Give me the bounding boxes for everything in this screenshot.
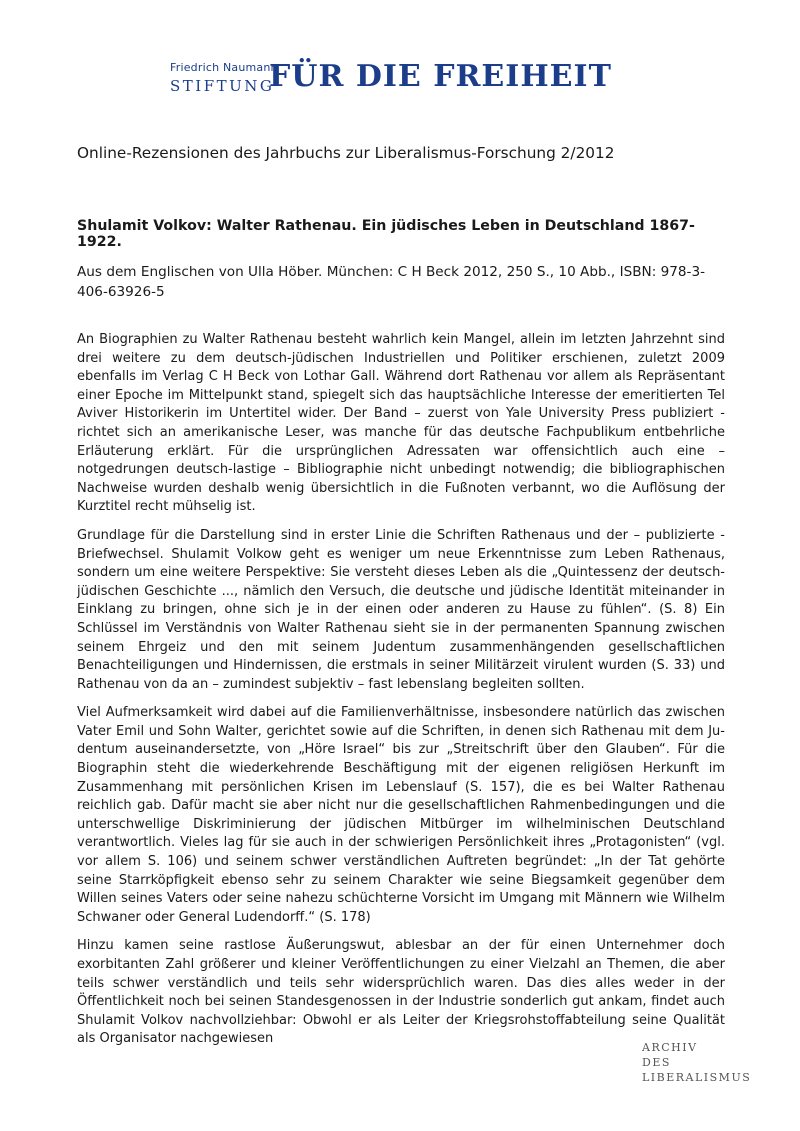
paragraph-1: An Biographien zu Walter Rathenau besteht wahrlich kein Mangel, allein im letzten Jahrzehnt sind drei weitere zu dem deutsch-jüdischen Industriellen und Politiker erschienen, zuletzt 2009 ebenfalls im Verlag C H Beck von Lothar Gall. Während dort Rathenau vor allem als Repräsentant einer Epoche im Mittelpunkt stand, spiegelt sich das hauptsächliche Interesse der emeritierten Tel Aviver Historikerin im Untertitel wider. Der Band – zuerst von Yale University Press publiziert - richtet sich an amerikanische Leser, was manche für das deutsche Fachpublikum entbehrliche Erläuterung erklärt. Für die ursprünglichen Adressaten war offensichtlich auch eine – notgedrungen deutsch-lastige – Bibliographie nicht unbedingt notwendig; die bibliographischen Nachweise wurden deshalb wenig übersichtlich in die Fußnoten verbannt, wo die Auflösung der Kurztitel recht mühselig ist. <box>77 332 725 515</box>
page-heading: Online-Rezensionen des Jahrbuchs zur Liberalismus-Forschung 2/2012 <box>77 144 615 162</box>
paragraph-3: Viel Aufmerksamkeit wird dabei auf die Familienverhältnisse, insbesondere natürlich das zwischen Vater Emil und Sohn Walter, gerichtet sowie auf die Schriften, in denen sich Rathenau mit dem Judentum auseinandersetzte, von „Höre Israel“ bis zur „Streitschrift über den Glauben“. Für die Biographin steht die wiederkehrende Beschäftigung mit der eigenen religiösen Herkunft im Zusammenhang mit persönlichen Krisen im Lebenslauf (S. 157), die es bei Walter Rathenau reichlich gab. Dafür macht sie aber nicht nur die gesellschaftlichen Rahmenbedingungen und die unterschwellige Diskriminierung der jüdischen Mitbürger im wilhelminischen Deutschland verantwortlich. Vieles lag für sie auch in der schwierigen Persönlichkeit ihres „Protagonisten“ (vgl. vor allem S. 106) und seinem schwer verständlichen Auftreten begründet: „In der Tat gehörte seine Starrköpfigkeit ebenso sehr zu seinem Charakter wie seine Biegsamkeit gegenüber dem Willen seines Vaters oder seine nahezu schüchterne Vorsicht im Umgang mit Männern wie Wilhelm Schwaner oder General Ludendorff.“ (S. 178) <box>77 705 725 925</box>
archiv-line-1: ARCHIV <box>642 1041 698 1054</box>
paragraph-4: Hinzu kamen seine rastlose Äußerungswut, ablesbar an der für einen Unternehmer doch exorbitanten Zahl größerer und kleiner Veröffentlichungen zu einer Vielzahl an Themen, die aber teils schwer verständlich und teils sehr widersprüchlich waren. Das dies alles weder in der Öffentlichkeit noch bei seinen Standesgenossen in der Industrie sonderlich gut ankam, findet auch Shulamit Volkov nachvollziehbar: Obwohl er als Leiter der Kriegsrohstoffabteilung seine Qualität als Organisator nachgewiesen <box>77 938 725 1047</box>
book-title: Shulamit Volkov: Walter Rathenau. Ein jüdisches Leben in Deutschland 1867-1922. <box>77 218 695 250</box>
logo-line-big: FÜR DIE FREIHEIT <box>269 59 612 94</box>
archiv-line-3: LIBERALISMUS <box>642 1071 752 1084</box>
archiv-line-2: DES <box>642 1056 671 1069</box>
review-body <box>77 331 725 1059</box>
logo-line-small: Friedrich Naumann <box>170 61 278 74</box>
stiftung-logo <box>170 58 612 106</box>
archiv-logo <box>642 1040 751 1085</box>
book-metadata: Aus dem Englischen von Ulla Höber. München: C H Beck 2012, 250 S., 10 Abb., ISBN: 978-3-406-63926-5 <box>77 264 706 300</box>
paragraph-2: Grundlage für die Darstellung sind in erster Linie die Schriften Rathenaus und der – publizierte - Briefwechsel. Shulamit Volkow geht es weniger um neue Erkenntnisse zum Leben Rathenaus, sondern um eine weitere Perspektive: Sie versteht dieses Leben als die „Quintessenz der deutsch-jüdischen Geschichte ..., nämlich den Versuch, die deutsche und jüdische Identität miteinander in Einklang zu bringen, ohne sich je in der einen oder anderen zu Hause zu fühlen“. (S. 8) Ein Schlüssel im Verständnis von Walter Rathenau sieht sie in der permanenten Spannung zwischen seinem Ehrgeiz und den mit seinem Judentum zusammenhängenden gesellschaftlichen Benachteiligungen und Hindernissen, die erstmals in seiner Militärzeit virulent wurden (S. 33) und Rathenau von da an – zumindest subjektiv – fast lebenslang begleiten sollten. <box>77 527 725 692</box>
logo-line-stiftung: STIFTUNG <box>170 77 275 95</box>
